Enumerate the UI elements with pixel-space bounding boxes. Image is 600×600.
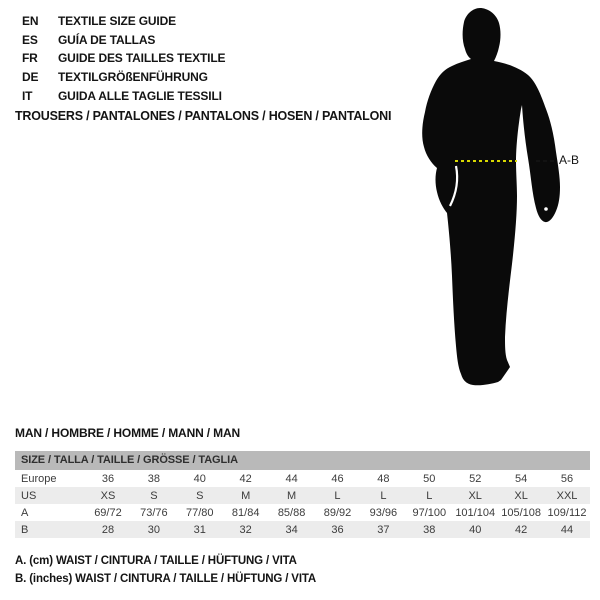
- size-cell: 109/112: [547, 506, 587, 519]
- size-cell: 48: [377, 472, 390, 485]
- size-table-header: SIZE / TALLA / TAILLE / GRÖSSE / TAGLIA: [15, 451, 590, 470]
- measure-label-ab: A-B: [559, 153, 580, 167]
- note-a-cm: A. (cm) WAIST / CINTURA / TAILLE / HÜFTUNG / VITA: [15, 555, 297, 567]
- size-cell: 37: [377, 523, 390, 536]
- language-row-de: [22, 68, 225, 87]
- size-cell: 28: [101, 523, 115, 536]
- table-row-europe: [15, 470, 590, 487]
- size-cell: 38: [423, 523, 436, 536]
- size-cell: 105/108: [501, 506, 541, 519]
- size-cell: 85/88: [277, 506, 306, 519]
- size-cell: 46: [331, 472, 344, 485]
- size-cell: 56: [560, 472, 574, 485]
- size-cell: 42: [239, 472, 252, 485]
- language-title: GUIDA ALLE TAGLIE TESSILI: [58, 88, 222, 103]
- size-cell: 32: [239, 523, 252, 536]
- size-cell: XS: [100, 489, 116, 502]
- size-cell: 44: [285, 472, 298, 485]
- size-cell: 93/96: [369, 506, 398, 519]
- size-cell: 52: [469, 472, 482, 485]
- language-row-fr: [22, 49, 225, 68]
- language-code: ES: [22, 32, 38, 47]
- size-cell: 40: [469, 523, 482, 536]
- size-cell: 89/92: [323, 506, 352, 519]
- size-cell: 36: [331, 523, 344, 536]
- size-cell: L: [380, 489, 387, 502]
- table-row-a-cm: [15, 504, 590, 521]
- size-cell: 69/72: [94, 506, 122, 519]
- note-b-inches: B. (inches) WAIST / CINTURA / TAILLE / HÜFTUNG / VITA: [15, 573, 317, 585]
- man-silhouette-figure: [400, 0, 600, 420]
- size-cell: 50: [423, 472, 436, 485]
- size-cell: 77/80: [186, 506, 214, 519]
- size-cell: 101/104: [455, 506, 496, 519]
- size-cell: L: [426, 489, 433, 502]
- category-title: TROUSERS / PANTALONES / PANTALONS / HOSEN / PANTALONI: [15, 109, 392, 123]
- size-cell: 42: [514, 523, 528, 536]
- language-row-it: [22, 86, 225, 105]
- row-label: A: [21, 506, 29, 519]
- size-table: [15, 470, 590, 538]
- size-cell: L: [334, 489, 341, 502]
- language-title: GUIDE DES TAILLES TEXTILE: [58, 51, 226, 66]
- size-cell: 73/76: [140, 506, 168, 519]
- language-list: [22, 12, 225, 105]
- size-cell: S: [196, 489, 204, 502]
- language-title: TEXTILGRÖßENFÜHRUNG: [58, 70, 208, 85]
- size-cell: 30: [147, 523, 160, 536]
- size-cell: XL: [468, 489, 482, 502]
- table-row-b-inches: [15, 521, 590, 538]
- row-label: Europe: [21, 472, 57, 485]
- language-code: FR: [22, 51, 38, 66]
- size-cell: 38: [147, 472, 160, 485]
- language-title: GUÍA DE TALLAS: [58, 32, 156, 47]
- size-cell: S: [150, 489, 158, 502]
- size-cell: XL: [514, 489, 528, 502]
- size-cell: M: [286, 489, 297, 502]
- row-label: B: [21, 523, 29, 536]
- measurement-notes: [15, 552, 316, 588]
- size-cell: 81/84: [231, 506, 260, 519]
- size-cell: 34: [285, 523, 298, 536]
- language-row-es: [22, 31, 225, 50]
- row-label: US: [21, 489, 37, 502]
- size-cell: 44: [560, 523, 574, 536]
- size-cell: 54: [514, 472, 528, 485]
- language-code: EN: [22, 14, 39, 29]
- language-code: DE: [22, 70, 39, 85]
- table-row-us: [15, 487, 590, 504]
- size-cell: XXL: [556, 489, 578, 502]
- language-code: IT: [22, 88, 33, 103]
- man-silhouette: [422, 8, 560, 385]
- size-cell: 40: [193, 472, 206, 485]
- size-cell: 31: [193, 523, 206, 536]
- language-row-en: [22, 12, 225, 31]
- hand-highlight: [544, 207, 548, 211]
- size-cell: 36: [101, 472, 115, 485]
- gender-title: MAN / HOMBRE / HOMME / MANN / MAN: [15, 426, 241, 440]
- size-cell: M: [241, 489, 251, 502]
- size-cell: 97/100: [412, 506, 447, 519]
- language-title: TEXTILE SIZE GUIDE: [58, 14, 176, 29]
